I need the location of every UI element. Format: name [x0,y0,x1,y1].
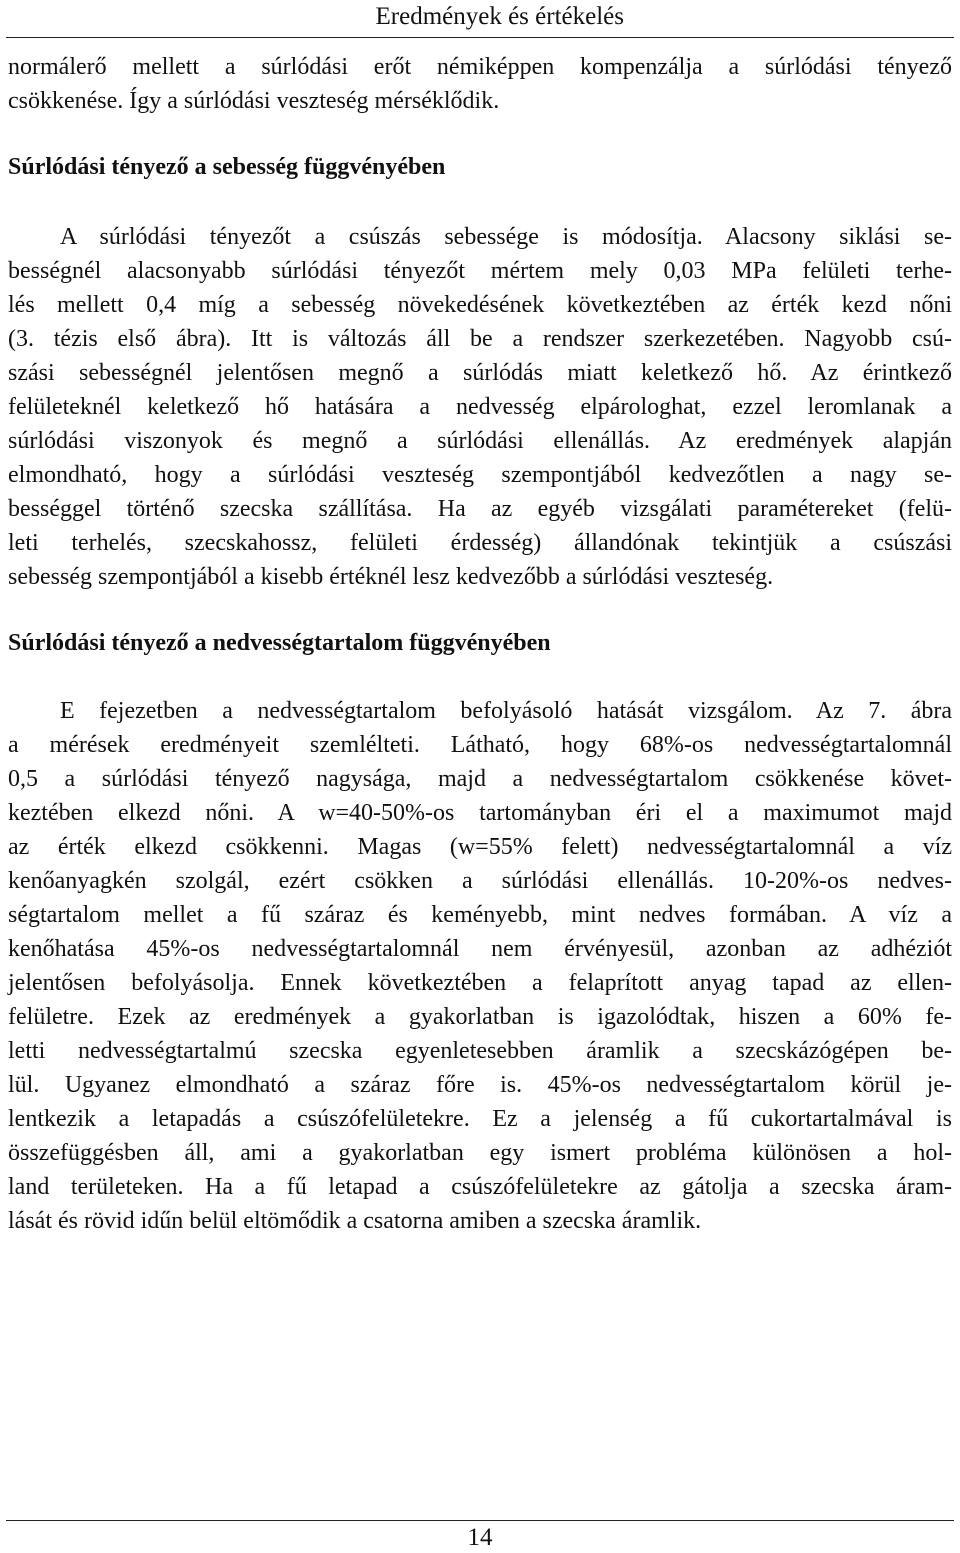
section1-line-4: (3. tézis első ábra). Itt is változás áll be a rendszer szerkezetében. Nagyobb csú- [8,326,952,352]
section2-line-14: összefüggésben áll, ami a gyakorlatban egy ismert probléma különösen a hol- [8,1140,952,1166]
section2-line-8: kenőhatása 45%-os nedvességtartalomnál nem érvényesül, azonban az adhéziót [8,936,952,962]
section1-line-1: A súrlódási tényezőt a csúszás sebessége is módosítja. Alacsony siklási se- [60,224,952,250]
section2-line-15: land területeken. Ha a fű letapad a csúszófelületekre az gátolja a szecska áram- [8,1174,952,1200]
section1-line-7: súrlódási viszonyok és megnő a súrlódási ellenállás. Az eredmények alapján [8,428,952,454]
intro-line-2: csökkenése. Így a súrlódási veszteség mérséklődik. [8,88,500,114]
section2-line-11: letti nedvességtartalmú szecska egyenletesebben áramlik a szecskázógépen be- [8,1038,952,1064]
header-rule [6,37,954,38]
section2-line-7: ségtartalom mellet a fű száraz és keményebb, mint nedves formában. A víz a [8,902,952,928]
section-heading-speed: Súrlódási tényező a sebesség függvényében [8,154,446,180]
section2-line-5: az érték elkezd csökkenni. Magas (w=55% felett) nedvességtartalomnál a víz [8,834,952,860]
section1-line-5: szási sebességnél jelentősen megnő a súrlódás miatt keletkező hő. Az érintkező [8,360,952,386]
section2-line-4: keztében elkezd nőni. A w=40-50%-os tartományban éri el a maximumot majd [8,800,952,826]
section1-line-10: leti terhelés, szecskahossz, felületi érdesség) állandónak tekintjük a csúszási [8,530,952,556]
section2-line-1: E fejezetben a nedvességtartalom befolyásoló hatását vizsgálom. Az 7. ábra [60,698,952,724]
section2-line-9: jelentősen befolyásolja. Ennek következtében a felaprított anyag tapad az ellen- [8,970,952,996]
section2-line-3: 0,5 a súrlódási tényező nagysága, majd a nedvességtartalom csökkenése követ- [8,766,952,792]
section2-line-12: lül. Ugyanez elmondható a száraz főre is. 45%-os nedvességtartalom körül je- [8,1072,952,1098]
section1-line-8: elmondható, hogy a súrlódási veszteség szempontjából kedvezőtlen a nagy se- [8,462,952,488]
section2-line-6: kenőanyagkén szolgál, ezért csökken a súrlódási ellenállás. 10-20%-os nedves- [8,868,952,894]
section-heading-moisture: Súrlódási tényező a nedvességtartalom függvényében [8,630,551,656]
section2-line-13: lentkezik a letapadás a csúszófelületekre. Ez a jelenség a fű cukortartalmával is [8,1106,952,1132]
intro-line-1: normálerő mellett a súrlódási erőt némiképpen kompenzálja a súrlódási tényező [8,54,952,80]
section1-line-6: felületeknél keletkező hő hatására a nedvesség elpárologhat, ezzel leromlanak a [8,394,952,420]
running-header: Eredmények és értékelés [375,3,624,30]
section2-line-16: lását és rövid idűn belül eltömődik a csatorna amiben a szecska áramlik. [8,1208,702,1234]
section1-line-9: bességgel történő szecska szállítása. Ha az egyéb vizsgálati paramétereket (felü- [8,496,952,522]
page-number: 14 [467,1524,493,1551]
section1-line-3: lés mellett 0,4 míg a sebesség növekedésének következtében az érték kezd nőni [8,292,952,318]
section1-line-11: sebesség szempontjából a kisebb értéknél lesz kedvezőbb a súrlódási veszteség. [8,564,774,590]
section2-line-2: a mérések eredményeit szemlélteti. Látható, hogy 68%-os nedvességtartalomnál [8,732,952,758]
footer-rule [6,1520,954,1521]
section1-line-2: bességnél alacsonyabb súrlódási tényezőt mértem mely 0,03 MPa felületi terhe- [8,258,952,284]
section2-line-10: felületre. Ezek az eredmények a gyakorlatban is igazolódtak, hiszen a 60% fe- [8,1004,952,1030]
